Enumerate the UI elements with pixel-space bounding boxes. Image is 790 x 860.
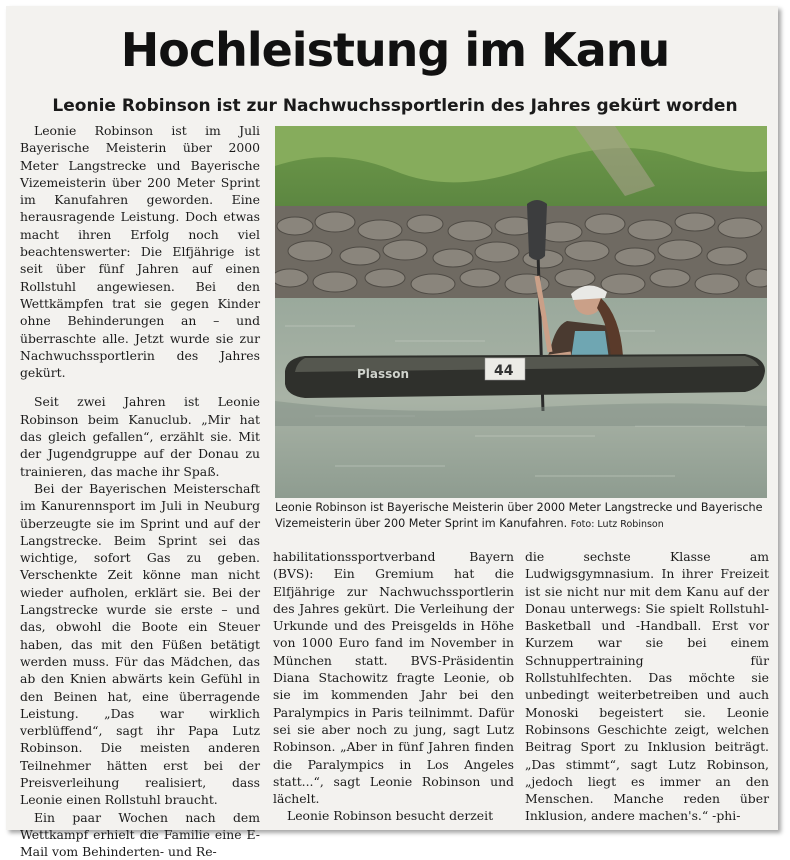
kayak-photo	[275, 126, 767, 498]
photo-credit: Foto: Lutz Robinson	[570, 519, 664, 530]
kayak-brand: Plasson	[357, 367, 410, 381]
article-column-2	[273, 548, 514, 824]
paragraph: habilitationssportverband Bayern (BVS): Ein Gremium hat die Elfjährige zur Nachwuchssportlerin des Jahres gekürt. Die Verleihung der Urkunde und des Preisgelds in Höhe von 1000 Euro fand im November in München statt. BVS-Präsidentin Diana Stachowitz fragte Leonie, ob sie im kommenden Jahr bei den Paralympics in Paris teilnimmt. Dafür sei sie aber noch zu jung, sagt Lutz Robinson. „Aber in fünf Jahren finden die Paralympics in Los Angeles statt...“, sagt Leonie Robinson und lächelt.	[273, 549, 514, 807]
caption-text: Leonie Robinson ist Bayerische Meisterin über 2000 Meter Langstrecke und Bayerische Vizemeisterin über 200 Meter Sprint im Kanufahren.	[275, 501, 763, 530]
paragraph: Leonie Robinson ist im Juli Bayerische Meisterin über 2000 Meter Langstrecke und Bayerische Vizemeisterin über 200 Meter Sprint im Kanufahren geworden. Eine herausragende Leistung. Doch etwas macht ihren Erfolg noch viel beachtenswerter: Die Elfjährige ist seit über fünf Jahren auf einen Rollstuhl angewiesen. Bei den Wettkämpfen trat sie gegen Kinder ohne Behinderungen an – und überraschte alle. Jetzt wurde sie zur Nachwuchssportlerin des Jahres gekürt.	[20, 123, 260, 381]
paragraph: die sechste Klasse am Ludwigsgymnasium. In ihrer Freizeit ist sie nicht nur mit dem Kanu auf der Donau unterwegs: Sie spielt Rollstuhl-Basketball und -Handball. Erst vor Kurzem war sie bei einem Schnuppertraining für Rollstuhlfechten. Das möchte sie unbedingt weiterbetreiben und auch Monoski begeistert sie. Leonie Robinsons Geschichte zeigt, welchen Beitrag Sport zu Inklusion beiträgt. „Das stimmt“, sagt Lutz Robinson, „jedoch liegt es immer an den Menschen. Manche reden über Inklusion, andere machen's.“ -phi-	[525, 549, 769, 824]
article-column-1	[20, 122, 260, 860]
headline: Hochleistung im Kanu	[120, 23, 670, 77]
paragraph: Bei der Bayerischen Meisterschaft im Kanurennsport im Juli in Neuburg überzeugte sie im Sprint und auf der Langstrecke. Beim Sprint sei das wichtige, sofort Gas zu geben. Verschenkte Zeit könne man nicht wieder aufholen, erklärt sie. Bei der Langstrecke wurde sie erste – und das, obwohl die Boote ein Steuer haben, das mit den Füßen betätigt werden muss. Für das Mädchen, das ab den Knien abwärts kein Gefühl in den Beinen hat, eine überragende Leistung. „Das war wirklich verblüffend“, sagt ihr Papa Lutz Robinson. Die meisten anderen Teilnehmer hätten erst bei der Preisverleihung realisiert, dass Leonie einen Rollstuhl braucht.	[20, 480, 260, 808]
bib-number: 44	[494, 363, 514, 379]
paragraph: Ein paar Wochen nach dem Wettkampf erhielt die Familie eine E-Mail vom Behinderten- und Re-	[20, 809, 260, 860]
paragraph: Seit zwei Jahren ist Leonie Robinson beim Kanuclub. „Mir hat das gleich gefallen“, erzählt sie. Mit der Jugendgruppe auf der Donau zu trainieren, das mache ihr Spaß.	[20, 394, 260, 479]
paragraph: Leonie Robinson besucht derzeit	[287, 808, 494, 824]
subheadline: Leonie Robinson ist zur Nachwuchssportlerin des Jahres gekürt worden	[52, 96, 738, 116]
kayak-photo-illustration	[275, 126, 767, 498]
article-column-3	[525, 548, 769, 824]
photo-caption	[275, 500, 767, 533]
